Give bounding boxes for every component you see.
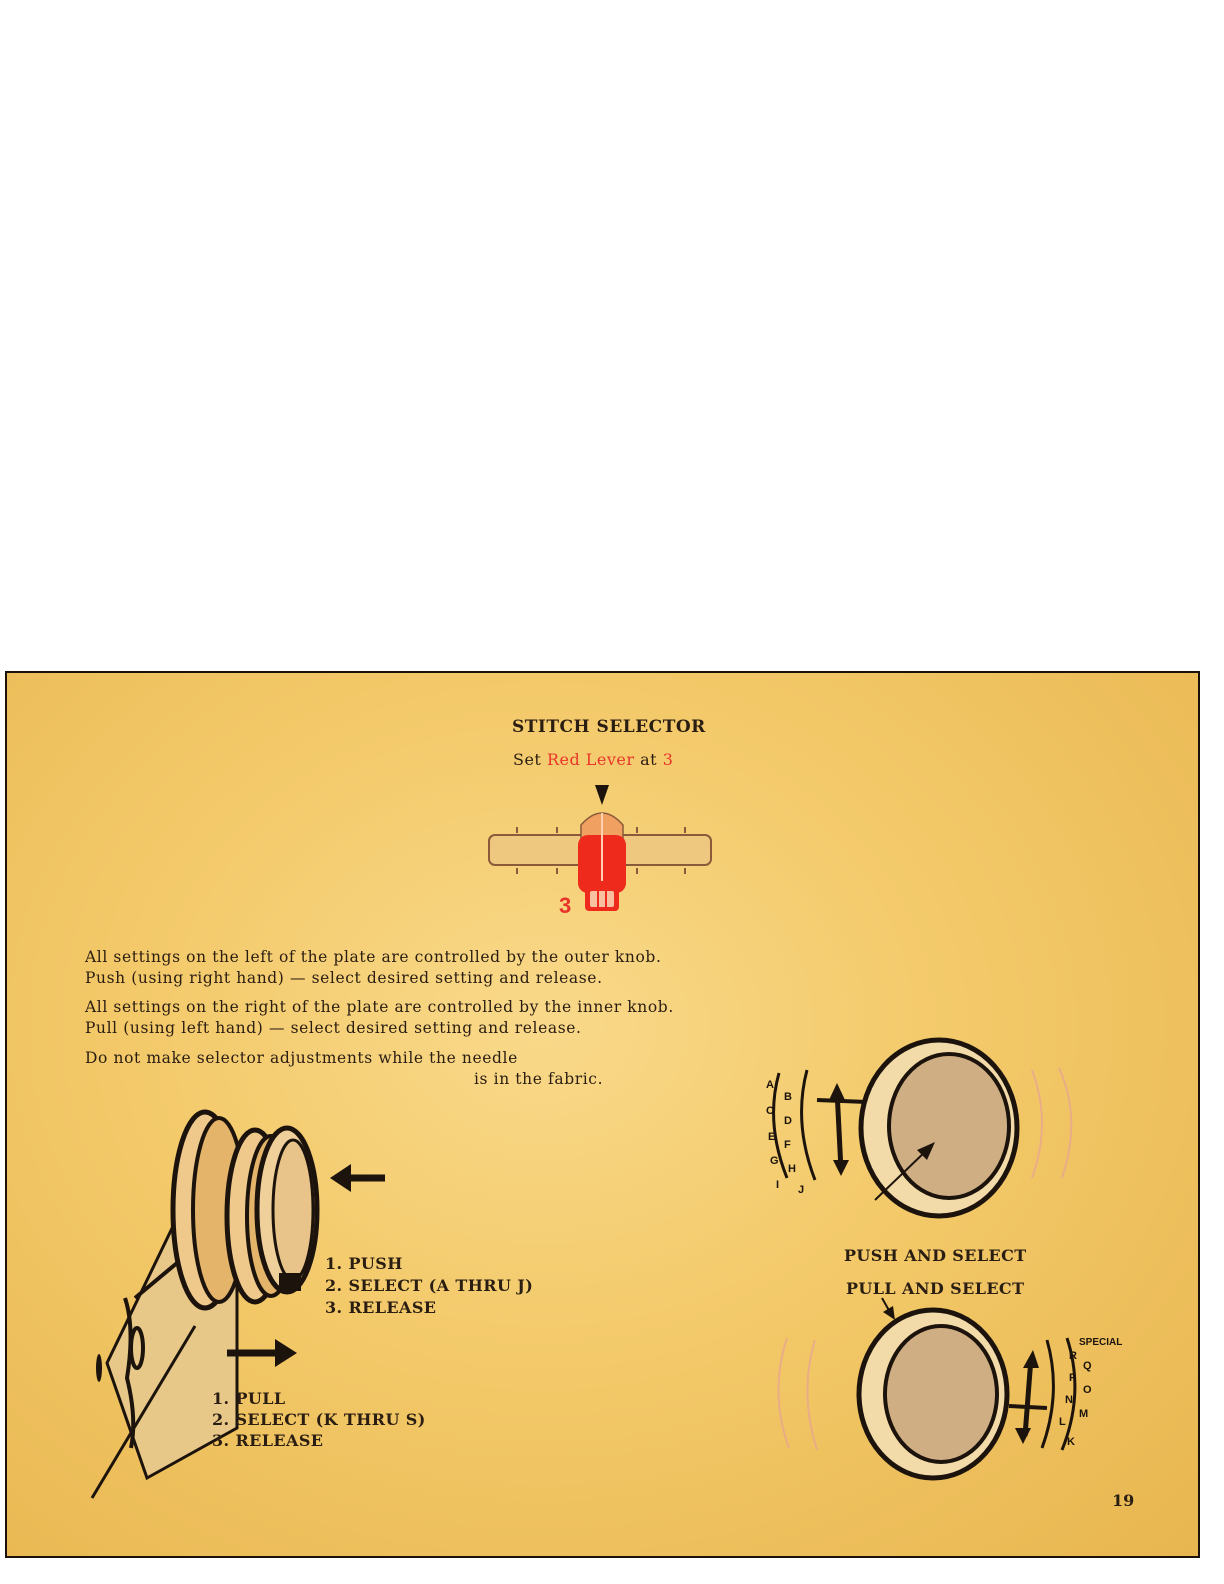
scale-letter-B: B [784, 1091, 792, 1103]
pull-step-1: 1. PULL [212, 1389, 286, 1408]
scale-letter-I: I [776, 1179, 780, 1191]
paragraph-line-2: Push (using right hand) — select desired setting and release. [85, 969, 603, 987]
special-label: SPECIAL [1079, 1337, 1123, 1348]
push-and-select-label: PUSH AND SELECT [844, 1246, 1027, 1265]
scale-letter-R: R [1069, 1350, 1077, 1362]
lever-setting-label: 3 [559, 893, 572, 918]
push-step-2: 2. SELECT (A THRU J) [325, 1276, 534, 1295]
scale-letter-H: H [788, 1163, 796, 1175]
scale-letter-F: F [784, 1139, 791, 1151]
page-number: 19 [1112, 1491, 1135, 1510]
scale-letter-P: P [1069, 1372, 1077, 1384]
scale-letter-L: L [1059, 1416, 1066, 1428]
left-scale-letters [762, 1078, 832, 1208]
paragraph-line-3: All settings on the right of the plate are controlled by the inner knob. [85, 998, 674, 1016]
scale-letter-O: O [1083, 1384, 1092, 1396]
lever-instruction [513, 750, 673, 769]
paragraph-line-5: Do not make selector adjustments while the needle [85, 1049, 518, 1067]
scale-letter-N: N [1065, 1394, 1073, 1406]
scale-letter-D: D [784, 1115, 792, 1127]
pull-step-3: 3. RELEASE [212, 1431, 324, 1450]
scale-letter-E: E [768, 1131, 776, 1143]
pull-and-select-label: PULL AND SELECT [846, 1279, 1025, 1298]
page-title: STITCH SELECTOR [512, 717, 706, 737]
paragraph-line-4: Pull (using left hand) — select desired setting and release. [85, 1019, 582, 1037]
manual-page [5, 671, 1200, 1558]
scale-letter-M: M [1079, 1408, 1089, 1420]
paragraph-line-6: is in the fabric. [474, 1070, 604, 1088]
pull-step-2: 2. SELECT (K THRU S) [212, 1410, 426, 1429]
scale-letter-K: K [1067, 1436, 1075, 1448]
instruction-value: 3 [662, 750, 674, 769]
instruction-lever: Red Lever [546, 750, 635, 769]
push-step-3: 3. RELEASE [325, 1298, 437, 1317]
scale-letter-C: C [766, 1105, 774, 1117]
instruction-prefix: Set [513, 750, 542, 769]
scale-letter-J: J [798, 1184, 805, 1196]
push-step-1: 1. PUSH [325, 1254, 403, 1273]
right-scale-letters [1037, 1333, 1137, 1473]
instruction-mid: at [640, 750, 658, 769]
scale-letter-G: G [770, 1155, 779, 1167]
scale-letter-A: A [766, 1079, 774, 1091]
paragraph-line-1: All settings on the left of the plate are controlled by the outer knob. [85, 948, 662, 966]
stitch-selector-diagram [477, 773, 737, 923]
scale-letter-Q: Q [1083, 1360, 1092, 1372]
